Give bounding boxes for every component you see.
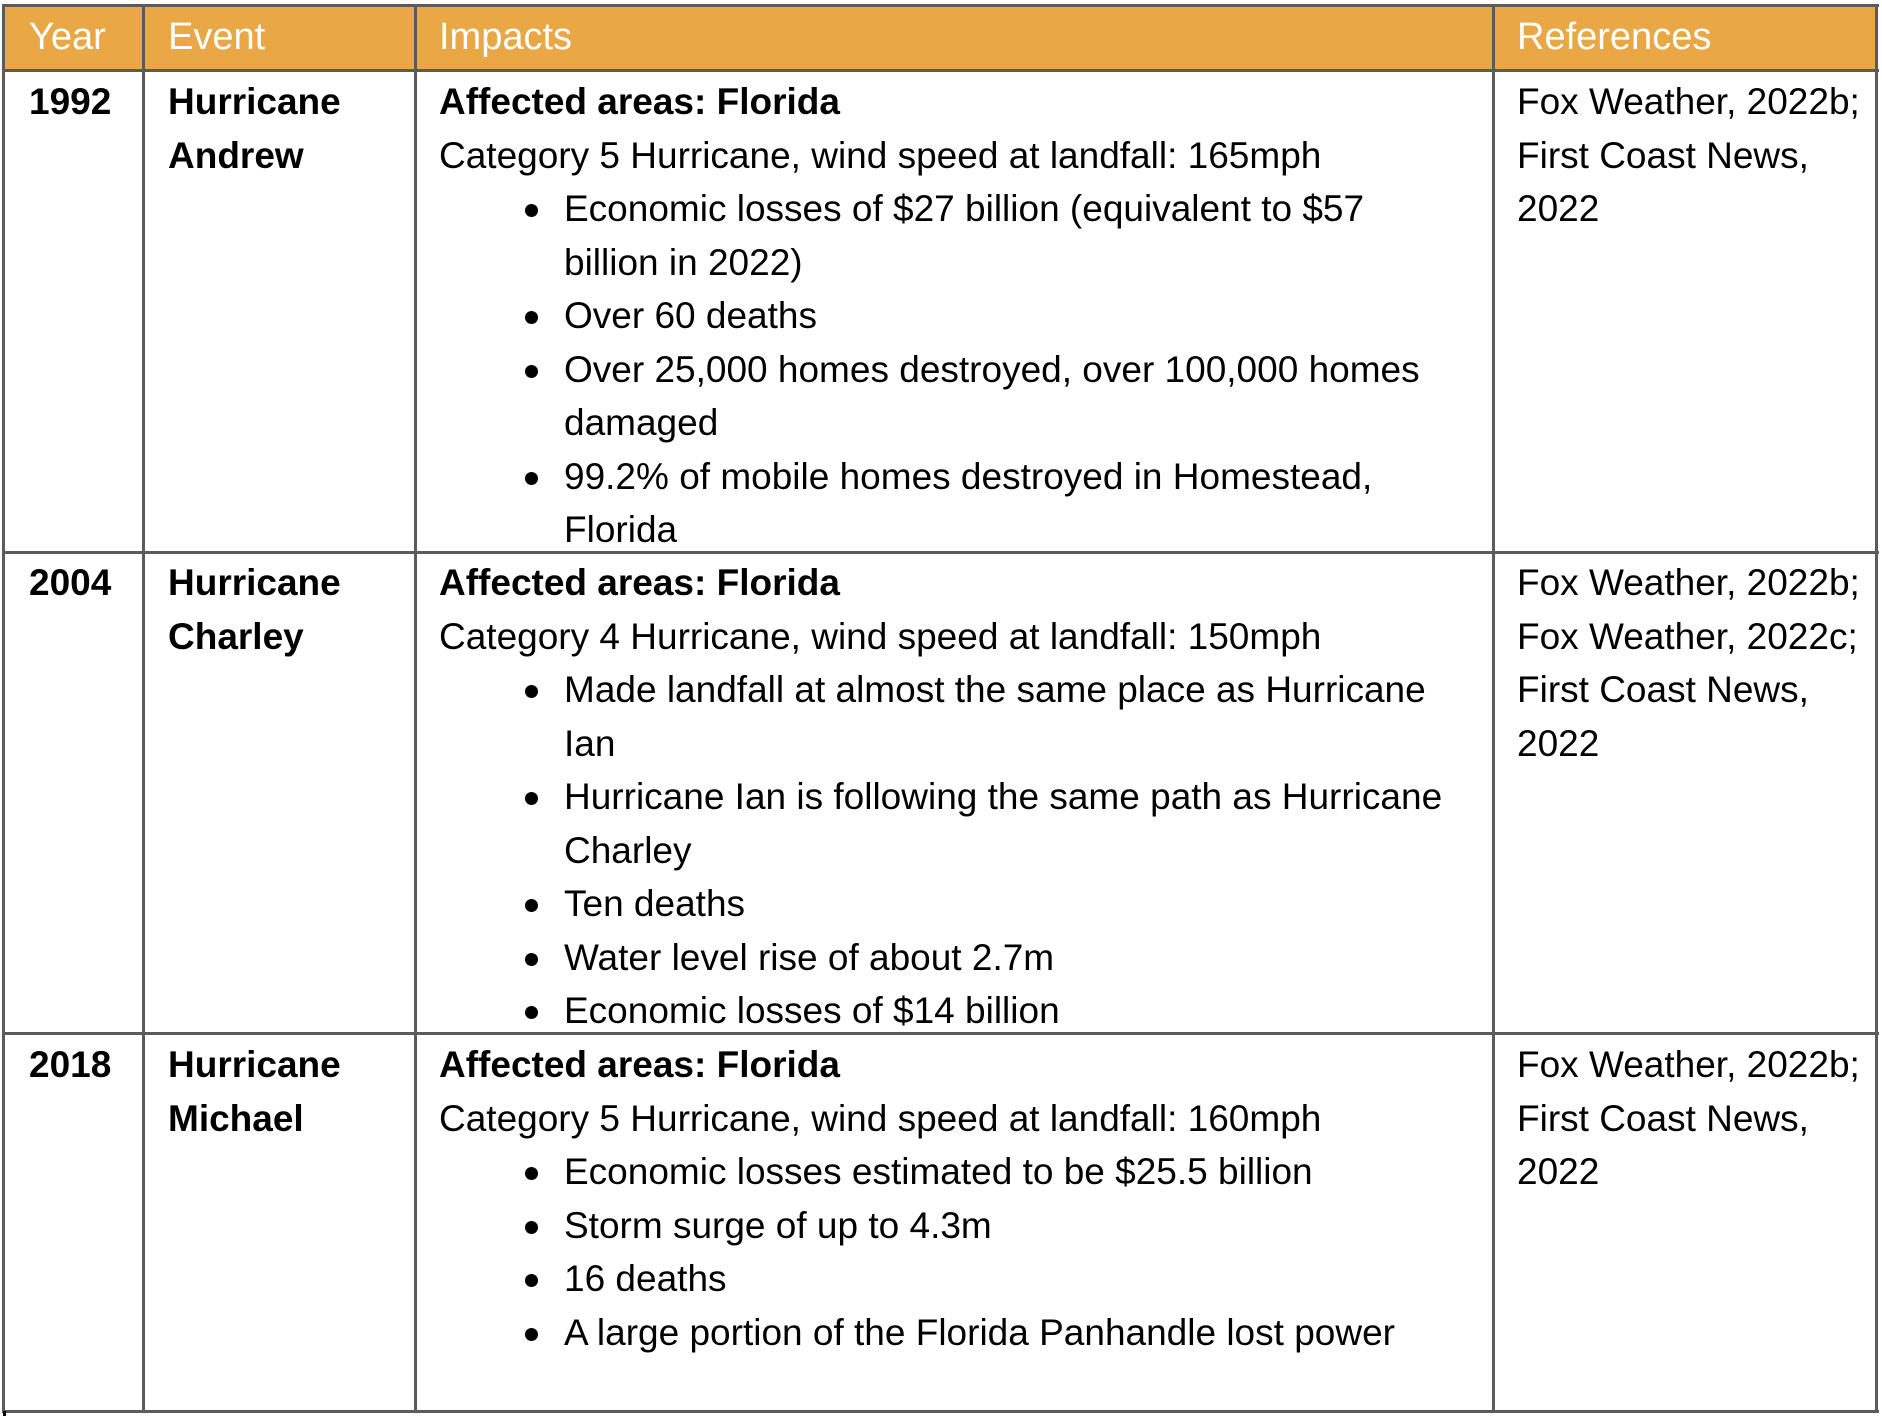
affected-areas: Affected areas: Florida xyxy=(439,1044,840,1085)
bullet-icon xyxy=(525,953,538,966)
list-item-text: Made landfall at almost the same place as Hurricane Ian xyxy=(564,669,1426,764)
header-divider xyxy=(3,69,1879,72)
list-item-text: Storm surge of up to 4.3m xyxy=(564,1204,992,1246)
list-item xyxy=(439,289,1464,343)
page-edge-mark xyxy=(3,1411,6,1416)
list-item xyxy=(439,770,1464,877)
category-line: Category 4 Hurricane, wind speed at landfall: 150mph xyxy=(439,615,1322,657)
affected-areas: Affected areas: Florida xyxy=(439,562,840,603)
column-header-event: Event xyxy=(168,16,266,58)
list-item-text: Ten deaths xyxy=(564,883,746,924)
list-item xyxy=(439,1145,1464,1199)
table-border-top xyxy=(3,4,1879,7)
table-border-right xyxy=(1875,4,1878,1413)
list-item xyxy=(439,343,1464,450)
bullet-icon xyxy=(525,365,538,378)
list-item xyxy=(439,1252,1464,1306)
bullet-icon xyxy=(525,204,538,217)
category-line: Category 5 Hurricane, wind speed at landfall: 165mph xyxy=(439,134,1322,176)
bullet-icon xyxy=(525,899,538,912)
list-item-text: A large portion of the Florida Panhandle lost power xyxy=(564,1311,1395,1353)
list-item-text: Hurricane Ian is following the same path as Hurricane Charley xyxy=(564,776,1443,871)
list-item-text: 99.2% of mobile homes destroyed in Homestead, Florida xyxy=(564,455,1373,550)
references-cell: Fox Weather, 2022b; Fox Weather, 2022c; First Coast News, 2022 xyxy=(1517,562,1860,764)
table-border-left xyxy=(2,4,5,1413)
list-item xyxy=(439,1199,1464,1253)
column-divider xyxy=(142,4,145,1413)
year-cell: 2018 xyxy=(29,1044,112,1085)
row-divider xyxy=(3,1032,1879,1035)
list-item-text: Water level rise of about 2.7m xyxy=(564,936,1055,978)
bullet-icon xyxy=(525,472,538,485)
list-item xyxy=(439,984,1464,1038)
references-cell: Fox Weather, 2022b; First Coast News, 2022 xyxy=(1517,81,1860,229)
references-cell: Fox Weather, 2022b; First Coast News, 2022 xyxy=(1517,1044,1860,1192)
row-divider xyxy=(3,551,1879,554)
impacts-cell xyxy=(439,556,1489,1038)
bullet-icon xyxy=(525,1328,538,1341)
list-item-text: Economic losses of $27 billion (equivalent to $57 billion in 2022) xyxy=(564,188,1365,283)
bullet-icon xyxy=(525,311,538,324)
bullet-icon xyxy=(525,792,538,805)
column-header-impacts: Impacts xyxy=(439,16,573,58)
list-item-text: Economic losses estimated to be $25.5 billion xyxy=(564,1151,1313,1192)
affected-areas: Affected areas: Florida xyxy=(439,81,840,122)
impact-list xyxy=(439,663,1489,1038)
column-header-year: Year xyxy=(29,16,106,58)
category-line: Category 5 Hurricane, wind speed at landfall: 160mph xyxy=(439,1097,1322,1139)
table-border-bottom xyxy=(3,1410,1879,1413)
bullet-icon xyxy=(525,685,538,698)
year-cell: 2004 xyxy=(29,562,112,603)
list-item-text: 16 deaths xyxy=(564,1258,727,1299)
event-cell: Hurricane Michael xyxy=(168,1044,341,1139)
list-item xyxy=(439,931,1464,985)
event-cell: Hurricane Andrew xyxy=(168,81,341,176)
impact-list xyxy=(439,182,1489,557)
bullet-icon xyxy=(525,1221,538,1234)
list-item xyxy=(439,182,1464,289)
bullet-icon xyxy=(525,1167,538,1180)
column-divider xyxy=(414,4,417,1413)
list-item xyxy=(439,1306,1464,1360)
year-cell: 1992 xyxy=(29,81,112,122)
impacts-cell xyxy=(439,75,1489,557)
bullet-icon xyxy=(525,1274,538,1287)
list-item-text: Economic losses of $14 billion xyxy=(564,990,1060,1031)
column-divider xyxy=(1492,4,1495,1413)
column-header-references: References xyxy=(1517,16,1712,58)
impact-list xyxy=(439,1145,1489,1359)
impacts-cell xyxy=(439,1038,1489,1359)
list-item xyxy=(439,877,1464,931)
event-cell: Hurricane Charley xyxy=(168,562,341,657)
bullet-icon xyxy=(525,1006,538,1019)
list-item xyxy=(439,450,1464,557)
list-item xyxy=(439,663,1464,770)
list-item-text: Over 25,000 homes destroyed, over 100,000 homes damaged xyxy=(564,348,1420,443)
list-item-text: Over 60 deaths xyxy=(564,295,817,336)
